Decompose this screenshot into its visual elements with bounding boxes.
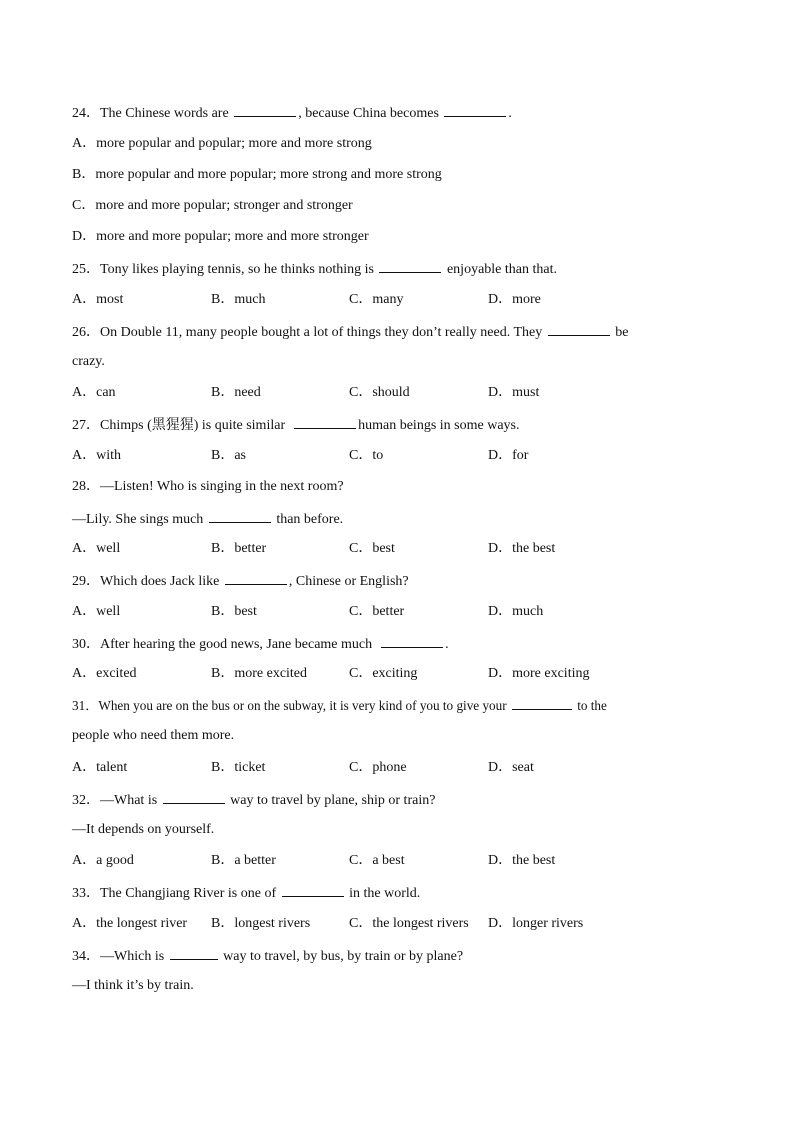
question-text: , because China becomes — [298, 106, 439, 121]
option-d: D．for — [488, 448, 529, 463]
answer-blank — [444, 103, 506, 117]
option-c: C．the longest rivers — [349, 916, 469, 931]
question-32 — [72, 790, 435, 810]
option-a: A．more popular and popular; more and more strong — [72, 136, 372, 151]
option-d: D．the best — [488, 541, 556, 556]
question-28-reply — [72, 509, 343, 529]
question-text: than before. — [276, 512, 344, 527]
option-d: D．the best — [488, 853, 556, 868]
question-31 — [72, 696, 607, 715]
option-b: B．longest rivers — [211, 916, 311, 931]
option-c: C．to — [349, 448, 384, 463]
option-a: A．can — [72, 385, 116, 400]
question-34 — [72, 946, 463, 966]
question-26-continued: crazy. — [72, 354, 105, 369]
option-d: D．seat — [488, 760, 534, 775]
question-text: to the — [577, 698, 607, 713]
option-c: C．many — [349, 292, 404, 307]
option-c: C．exciting — [349, 666, 418, 681]
option-a: A．excited — [72, 666, 137, 681]
question-text: 31．When you are on the bus or on the subway, it is very kind of you to give your — [72, 698, 507, 713]
option-c: C．more and more popular; stronger and stronger — [72, 198, 353, 213]
option-b: B．better — [211, 541, 267, 556]
option-d: D．more exciting — [488, 666, 590, 681]
question-text: 26．On Double 11, many people bought a lot of things they don’t really need. They — [72, 325, 543, 340]
question-text: in the world. — [349, 886, 421, 901]
option-b: B．more popular and more popular; more strong and more strong — [72, 167, 442, 182]
question-text: —Lily. She sings much — [72, 512, 204, 527]
option-a: A．well — [72, 541, 121, 556]
question-33 — [72, 883, 420, 903]
question-31-continued: people who need them more. — [72, 728, 235, 743]
question-29 — [72, 571, 409, 591]
answer-blank — [512, 696, 572, 710]
option-c: C．a best — [349, 853, 405, 868]
question-34-reply: —I think it’s by train. — [72, 978, 194, 993]
option-d: D．much — [488, 604, 544, 619]
question-text: 29．Which does Jack like — [72, 574, 220, 589]
option-d: D．longer rivers — [488, 916, 584, 931]
answer-blank — [234, 103, 296, 117]
question-text: way to travel, by bus, by train or by plane? — [223, 949, 464, 964]
question-text: enjoyable than that. — [446, 262, 557, 277]
question-text: 32．—What is — [72, 793, 158, 808]
question-28: 28．—Listen! Who is singing in the next room? — [72, 479, 344, 494]
answer-blank — [381, 634, 443, 648]
option-c: C．phone — [349, 760, 407, 775]
option-a: A．talent — [72, 760, 128, 775]
question-text: , Chinese or English? — [288, 574, 409, 589]
option-c: C．should — [349, 385, 410, 400]
answer-blank — [548, 322, 610, 336]
answer-blank — [225, 571, 287, 585]
question-24 — [72, 103, 512, 123]
question-text: way to travel by plane, ship or train? — [230, 793, 436, 808]
question-text: 25．Tony likes playing tennis, so he thinks nothing is — [72, 262, 374, 277]
question-26 — [72, 322, 628, 342]
answer-blank — [170, 946, 218, 960]
option-a: A．with — [72, 448, 121, 463]
answer-blank — [379, 259, 441, 273]
question-text: 33．The Changjiang River is one of — [72, 886, 277, 901]
answer-blank — [294, 415, 356, 429]
option-b: B．need — [211, 385, 261, 400]
option-b: B．as — [211, 448, 246, 463]
option-d: D．must — [488, 385, 540, 400]
answer-blank — [209, 509, 271, 523]
option-b: B．more excited — [211, 666, 308, 681]
option-a: A．well — [72, 604, 121, 619]
answer-blank — [163, 790, 225, 804]
question-text: 30．After hearing the good news, Jane became much — [72, 637, 373, 652]
question-text: human beings in some ways. — [358, 418, 520, 433]
option-a: A．a good — [72, 853, 134, 868]
question-30 — [72, 634, 449, 654]
question-text: 27．Chimps (黑猩猩) is quite similar — [72, 418, 286, 433]
option-d: D．more and more popular; more and more stronger — [72, 229, 369, 244]
option-c: C．better — [349, 604, 405, 619]
option-a: A．most — [72, 292, 124, 307]
option-b: B．much — [211, 292, 266, 307]
question-text: 24．The Chinese words are — [72, 106, 229, 121]
question-text: . — [508, 106, 512, 121]
option-b: B．ticket — [211, 760, 266, 775]
question-text: . — [445, 637, 449, 652]
option-a: A．the longest river — [72, 916, 188, 931]
option-b: B．best — [211, 604, 257, 619]
answer-blank — [282, 883, 344, 897]
option-b: B．a better — [211, 853, 276, 868]
question-25 — [72, 259, 557, 279]
question-32-reply: —It depends on yourself. — [72, 822, 215, 837]
question-27 — [72, 415, 519, 435]
question-text: be — [615, 325, 629, 340]
option-d: D．more — [488, 292, 541, 307]
question-text: 34．—Which is — [72, 949, 165, 964]
option-c: C．best — [349, 541, 395, 556]
